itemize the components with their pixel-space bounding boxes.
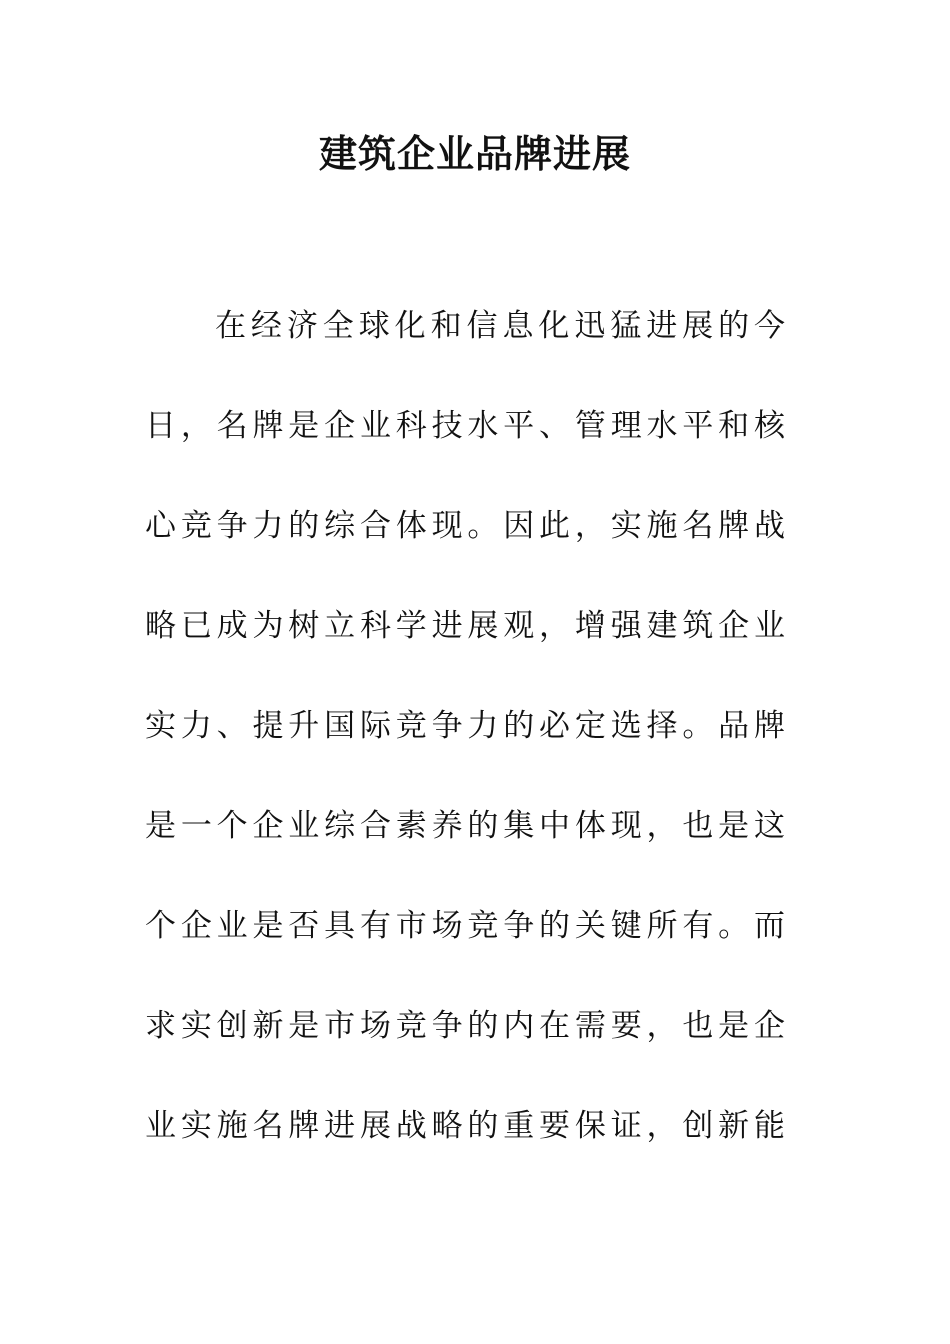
body-line: 业实施名牌进展战略的重要保证，创新能 — [145, 1108, 785, 1144]
body-line: 是一个企业综合素养的集中体现，也是这 — [145, 808, 785, 844]
body-line: 在经济全球化和信息化迅猛进展的今 — [215, 308, 785, 344]
document-body — [145, 298, 785, 1198]
document-title: 建筑企业品牌进展 — [318, 132, 631, 176]
body-line: 日，名牌是企业科技水平、管理水平和核 — [145, 408, 785, 444]
body-line: 略已成为树立科学进展观，增强建筑企业 — [145, 608, 785, 644]
body-line: 求实创新是市场竞争的内在需要，也是企 — [145, 1008, 785, 1044]
body-line: 个企业是否具有市场竞争的关键所有。而 — [145, 908, 785, 944]
body-line: 心竞争力的综合体现。因此，实施名牌战 — [145, 508, 785, 544]
body-line: 实力、提升国际竞争力的必定选择。品牌 — [145, 708, 785, 744]
